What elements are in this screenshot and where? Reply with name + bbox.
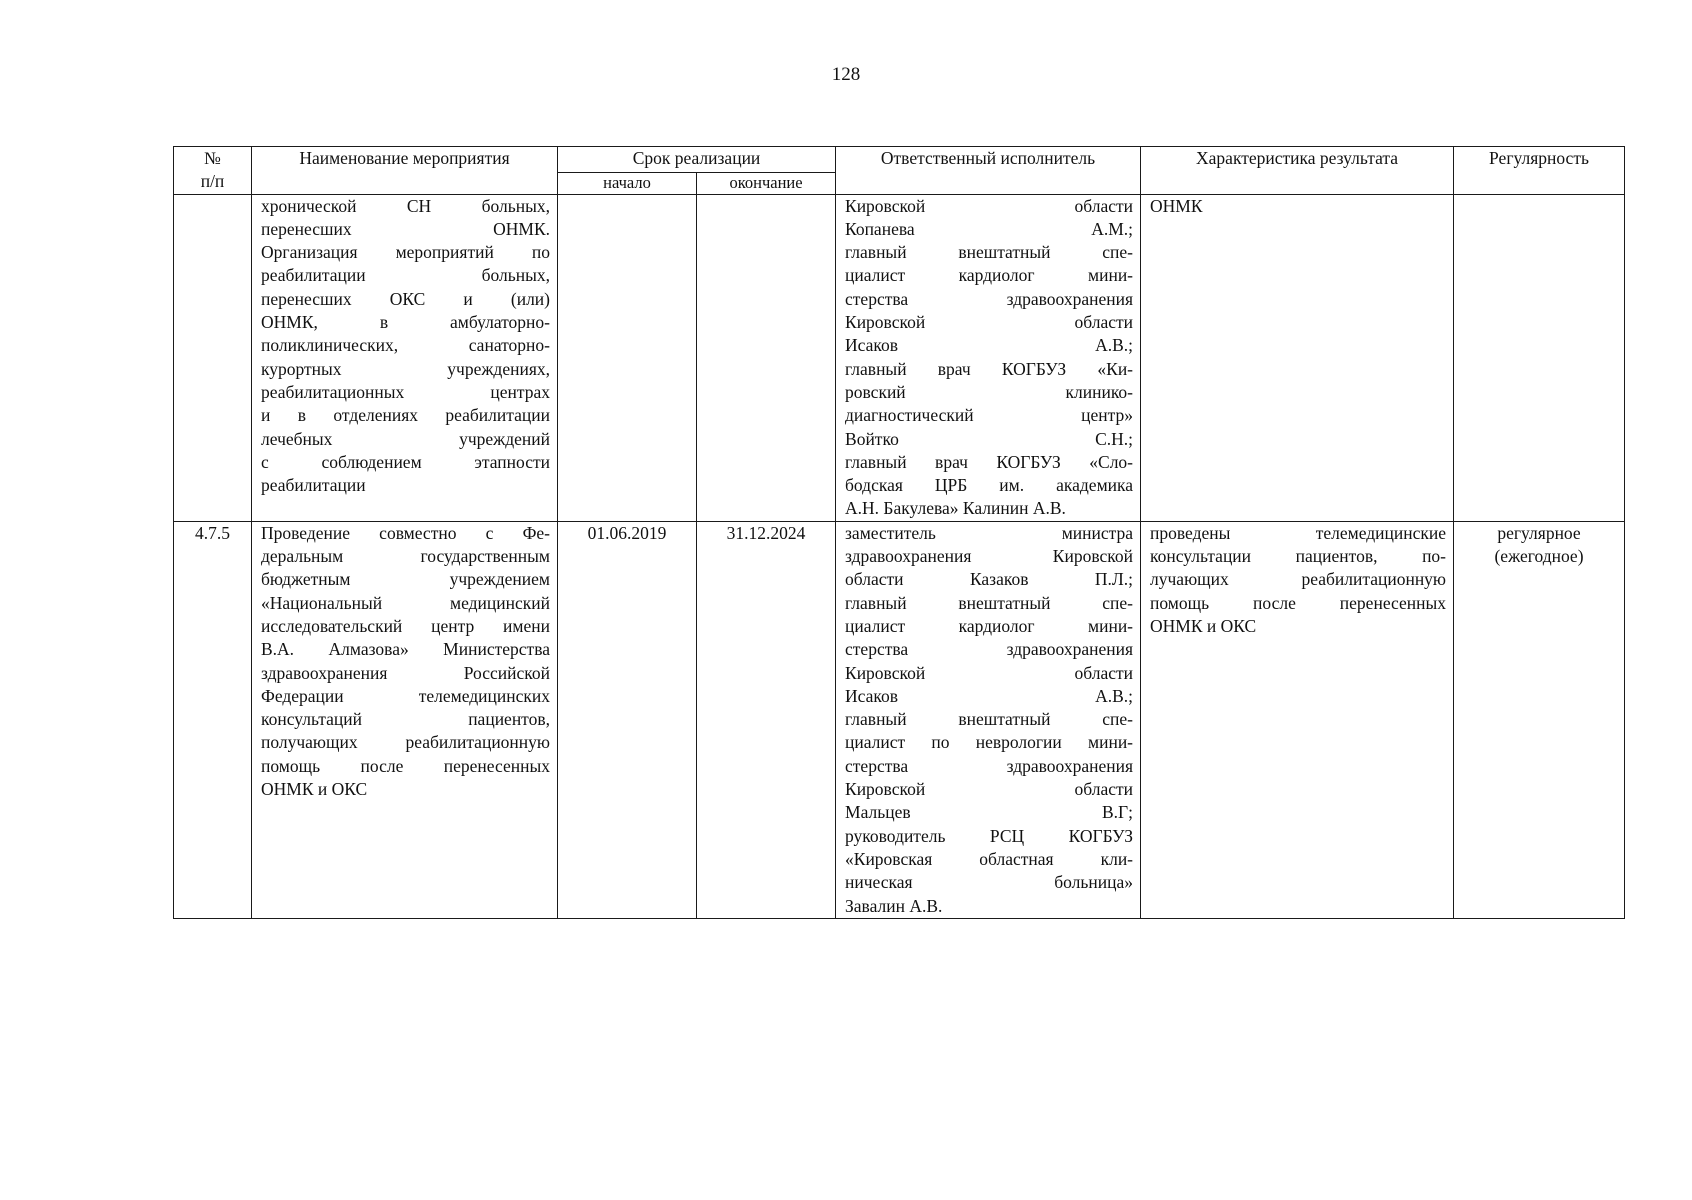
cell-line: диагностический центр» [845, 405, 1134, 426]
header-result: Характеристика результата [1141, 147, 1454, 195]
cell-line: главный внештатный спе- [845, 242, 1134, 263]
cell-line: лечебных учреждений [261, 428, 550, 449]
cell-line: Мальцев В.Г; [845, 802, 1134, 823]
cell-line: реабилитации [261, 475, 366, 496]
activities-table [173, 146, 1625, 919]
cell-line: главный врач КОГБУЗ «Сло- [845, 451, 1134, 472]
cell-line: регулярное [1497, 522, 1581, 543]
cell-line: (ежегодное) [1494, 546, 1584, 567]
header-regularity: Регулярность [1454, 147, 1625, 195]
cell-start [558, 194, 697, 521]
page-number: 128 [831, 64, 861, 85]
cell-line: «Национальный медицинский [261, 592, 550, 613]
cell-line: помощь после перенесенных [261, 755, 550, 776]
cell-line: главный врач КОГБУЗ «Ки- [845, 358, 1134, 379]
cell-line: получающих реабилитационную [261, 732, 550, 753]
cell-line: циалист кардиолог мини- [845, 265, 1134, 286]
cell-line: деральным государственным [261, 546, 550, 567]
cell-line: хронической СН больных, [261, 195, 550, 216]
cell-line: здравоохранения Российской [261, 662, 550, 683]
cell-line: лучающих реабилитационную [1150, 569, 1447, 590]
cell-line: циалист по неврологии мини- [845, 732, 1134, 753]
cell-line: исследовательский центр имени [261, 615, 550, 636]
header-name: Наименование мероприятия [252, 147, 558, 195]
cell-line: ОНМК и ОКС [1150, 615, 1257, 636]
cell-line: Исаков А.В.; [845, 685, 1134, 706]
cell-name [252, 521, 558, 918]
cell-line: Копанева А.М.; [845, 218, 1134, 239]
cell-line: А.Н. Бакулева» Калинин А.В. [845, 498, 1066, 519]
cell-line: Проведение совместно с Фе- [261, 522, 550, 543]
header-num: № п/п [174, 147, 252, 195]
cell-line: бодская ЦРБ им. академика [845, 475, 1134, 496]
table-row [174, 521, 1625, 918]
cell-line: бюджетным учреждением [261, 569, 550, 590]
cell-line: поликлинических, санаторно- [261, 335, 550, 356]
cell-line: проведены телемедицинские [1150, 522, 1447, 543]
cell-end [697, 194, 836, 521]
cell-responsible [836, 521, 1141, 918]
cell-line: ровский клинико- [845, 381, 1134, 402]
cell-result [1141, 194, 1454, 521]
cell-line: Кировской области [845, 662, 1134, 683]
cell-line: перенесших ОКС и (или) [261, 288, 550, 309]
cell-line: Организация мероприятий по [261, 242, 550, 263]
cell-line: реабилитационных центрах [261, 381, 550, 402]
cell-line: стерства здравоохранения [845, 288, 1134, 309]
cell-line: курортных учреждениях, [261, 358, 550, 379]
cell-line: циалист кардиолог мини- [845, 615, 1134, 636]
cell-end: 31.12.2024 [697, 521, 836, 918]
cell-line: перенесших ОНМК. [261, 218, 550, 239]
cell-line: консультаций пациентов, [261, 709, 550, 730]
cell-name [252, 194, 558, 521]
cell-line: Федерации телемедицинских [261, 685, 550, 706]
cell-line: и в отделениях реабилитации [261, 405, 550, 426]
cell-line: ОНМК [1150, 195, 1203, 216]
cell-line: Завалин А.В. [845, 895, 943, 916]
cell-line: области Казаков П.Л.; [845, 569, 1134, 590]
cell-line: ОНМК и ОКС [261, 779, 368, 800]
cell-regularity [1454, 194, 1625, 521]
cell-line: стерства здравоохранения [845, 755, 1134, 776]
cell-line: Кировской области [845, 312, 1134, 333]
cell-line: В.А. Алмазова» Министерства [261, 639, 550, 660]
cell-line: Исаков А.В.; [845, 335, 1134, 356]
cell-line: помощь после перенесенных [1150, 592, 1447, 613]
cell-line: ОНМК, в амбулаторно- [261, 312, 550, 333]
cell-line: Войтко С.Н.; [845, 428, 1134, 449]
cell-start: 01.06.2019 [558, 521, 697, 918]
cell-line: Кировской области [845, 779, 1134, 800]
cell-line: консультации пациентов, по- [1150, 546, 1447, 567]
cell-line: «Кировская областная кли- [845, 848, 1134, 869]
cell-line: здравоохранения Кировской [845, 546, 1134, 567]
cell-num: 4.7.5 [174, 521, 252, 918]
cell-line: с соблюдением этапности [261, 451, 550, 472]
cell-num [174, 194, 252, 521]
cell-line: реабилитации больных, [261, 265, 550, 286]
cell-regularity [1454, 521, 1625, 918]
cell-line: заместитель министра [845, 522, 1134, 543]
cell-line: главный внештатный спе- [845, 709, 1134, 730]
header-end: окончание [697, 172, 836, 194]
header-term: Срок реализации [558, 147, 836, 173]
cell-line: руководитель РСЦ КОГБУЗ [845, 825, 1134, 846]
header-responsible: Ответственный исполнитель [836, 147, 1141, 195]
cell-line: главный внештатный спе- [845, 592, 1134, 613]
cell-responsible [836, 194, 1141, 521]
table-row [174, 194, 1625, 521]
cell-line: ническая больница» [845, 872, 1134, 893]
header-start: начало [558, 172, 697, 194]
cell-result [1141, 521, 1454, 918]
cell-line: Кировской области [845, 195, 1134, 216]
cell-line: стерства здравоохранения [845, 639, 1134, 660]
